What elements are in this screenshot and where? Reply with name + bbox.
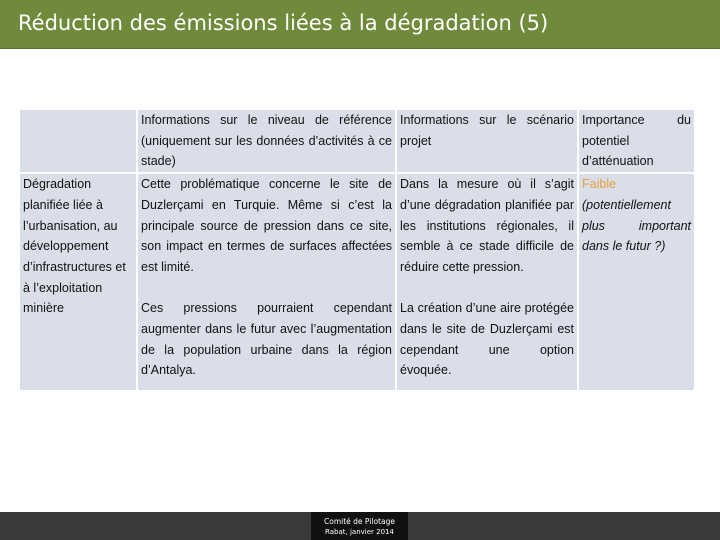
scenario-paragraph-1: Dans la mesure où il s’agit d’une dégradation planifiée par les institutions régionales, il semble à ce stade difficile de réduire cette pression. [400,177,574,274]
reference-paragraph-2: Ces pressions pourraient cependant augmenter dans le futur avec l’augmentation de la population urbaine dans la région d’Antalya. [141,301,392,378]
header-reference: Informations sur le niveau de référence (uniquement sur les données d’activités à ce stade) [138,110,395,172]
footer-committee: Comité de Pilotage [324,517,395,526]
scenario-cell [397,174,577,390]
header-scenario: Informations sur le scénario projet [397,110,577,172]
scenario-paragraph-2: La création d’une aire protégée dans le site de Duzlerçami est cependant une option évoquée. [400,301,574,378]
reference-paragraph-1: Cette problématique concerne le site de Duzlerçami en Turquie. Même si c’est la principale source de pression dans ce site, son impact en termes de surfaces affectées est limité. [141,177,392,274]
importance-cell [579,174,694,390]
paragraph-spacer [141,278,392,299]
title-bar [0,0,720,49]
footer-date: Rabat, janvier 2014 [325,528,394,536]
slide-title: Réduction des émissions liées à la dégradation (5) [18,11,549,35]
paragraph-spacer [400,278,574,299]
empty-corner-cell [20,110,136,172]
table-row [20,174,694,390]
reference-cell [138,174,395,390]
row-label-degradation: Dégradation planifiée liée à l’urbanisation, au développement d’infrastructures et à l’exploitation minière [20,174,136,390]
header-row [20,110,694,172]
footer-label [311,512,408,540]
importance-level-badge: Faible [582,177,617,192]
header-importance: Importance du potentiel d’atténuation [579,110,694,172]
emissions-table [18,108,696,392]
importance-note: (potentiellement plus important dans le futur ?) [582,197,691,254]
